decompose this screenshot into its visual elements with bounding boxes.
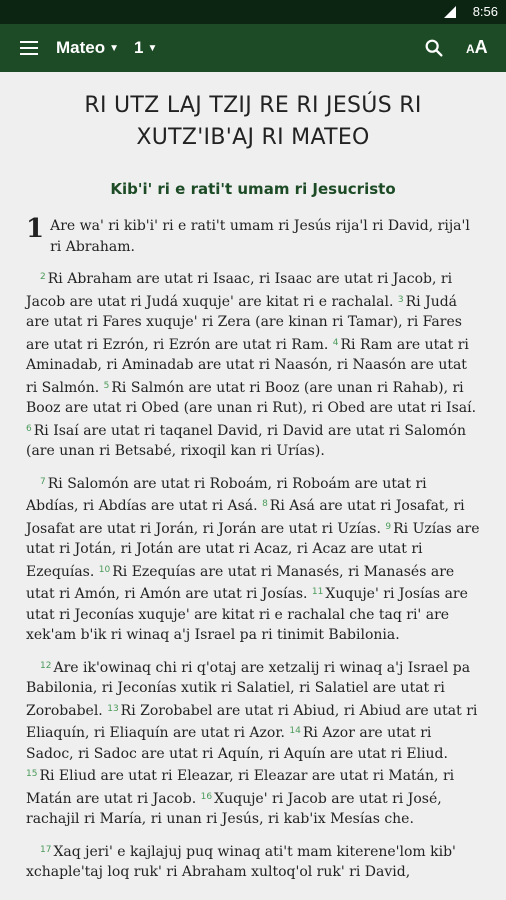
paragraph <box>26 267 480 462</box>
verse-text[interactable]: Are wa' ri kib'i' ri e rati't umam ri Jesús rija'l ri David, rija'l ri Abraham. <box>50 218 470 255</box>
verse-number: 10 <box>98 564 111 575</box>
verse-text[interactable]: Xaq jeri' e kajlajuj puq winaq ati't mam kiterene'lom kib' xchaple'taj loq ruk' ri Abraham xultoq'ol ruk' ri David, <box>26 843 456 880</box>
verse-text[interactable]: Ri Ram are utat ri Aminadab, ri Aminadab are utat ri Naasón, ri Naasón are utat ri Salmón. <box>26 336 469 396</box>
verse-text[interactable]: Xuquje' ri Josías are utat ri Jeconías xuquje' are kitat ri e rachalal che taq ri' are xek'am b'ik ri winaq a'j Israel pa ri tinimit Babilonia. <box>26 586 468 643</box>
chevron-down-icon: ▼ <box>147 43 158 54</box>
verse-text[interactable]: Ri Zorobabel are utat ri Abiud, ri Abiud are utat ri Eliaquín, ri Eliaquín are utat ri Azor. <box>26 702 478 741</box>
verse-text[interactable]: Ri Salomón are utat ri Roboám, ri Roboám are utat ri Abdías, ri Abdías are utat ri Asá. <box>26 475 427 514</box>
book-selector[interactable] <box>56 38 119 58</box>
paragraph <box>26 216 480 257</box>
signal-icon <box>444 6 456 18</box>
chapter-text <box>0 216 506 883</box>
verse-number: 14 <box>289 726 301 736</box>
chevron-down-icon: ▼ <box>109 43 120 54</box>
search-icon[interactable] <box>423 37 445 59</box>
verse-number: 12 <box>40 660 52 671</box>
chapter-selector[interactable] <box>134 38 157 58</box>
verse-text[interactable]: Are ik'owinaq chi ri q'otaj are xetzalij ri winaq a'j Israel pa Babilonia, ri Jeconías xutik ri Salatiel, ri Salatiel are utat ri Zorobabel. <box>26 659 471 719</box>
section-heading: Kib'i' ri e rati't umam ri Jesucristo <box>110 180 396 198</box>
verse-number: 7 <box>40 476 46 487</box>
verse-number: 13 <box>107 703 119 714</box>
book-label: Mateo <box>56 38 106 57</box>
paragraph <box>26 840 480 883</box>
verse-text[interactable]: Ri Eliud are utat ri Eleazar, ri Eleazar are utat ri Matán, ri Matán are utat ri Jacob. <box>26 768 455 807</box>
app-bar <box>0 24 506 72</box>
verse-text[interactable]: Ri Ezequías are utat ri Manasés, ri Manasés are utat ri Amón, ri Amón are utat ri Josías. <box>26 563 455 602</box>
verse-number: 2 <box>40 272 46 282</box>
verse-text[interactable]: Ri Azor are utat ri Sadoc, ri Sadoc are utat ri Aquín, ri Aquín are utat ri Eliud. <box>26 725 448 762</box>
verse-text[interactable]: Ri Isaí are utat ri taqanel David, ri David are utat ri Salomón (are unan ri Betsabé, rixoqil kan ri Urías). <box>26 422 466 459</box>
status-time: 8:56 <box>472 4 498 19</box>
verse-number: 5 <box>103 380 110 391</box>
text-size-icon[interactable]: AA <box>466 37 488 57</box>
menu-icon[interactable] <box>20 41 38 55</box>
verse-text[interactable]: Ri Uzías are utat ri Jotán, ri Jotán are utat ri Acaz, ri Acaz are utat ri Ezequías. <box>26 520 480 580</box>
verse-number: 6 <box>26 423 32 434</box>
verse-number: 9 <box>385 521 392 532</box>
paragraph <box>26 472 480 646</box>
verse-text[interactable]: Ri Abraham are utat ri Isaac, ri Isaac are utat ri Jacob, ri Jacob are utat ri Judá xuquje' are kitat ri e rachalal. <box>26 271 453 310</box>
verse-text[interactable]: Ri Judá are utat ri Fares xuquje' ri Zera (are kinan ri Tamar), ri Fares are utat ri Ezrón, ri Ezrón are utat ri Ram. <box>26 293 462 353</box>
verse-number: 8 <box>262 499 268 509</box>
verse-number: 17 <box>40 844 52 855</box>
verse-number: 3 <box>397 294 404 305</box>
verse-number: 11 <box>311 587 324 597</box>
verse-text[interactable]: Xuquje' ri Jacob are utat ri José, rachajil ri María, ri unan ri Jesús, ri kab'ix Mesías che. <box>26 790 442 827</box>
verse-number: 15 <box>26 769 38 779</box>
reading-pane[interactable] <box>0 72 506 900</box>
paragraph <box>26 656 480 830</box>
verse-text[interactable]: Ri Salmón are utat ri Booz (are unan ri Rahab), ri Booz are utat ri Obed (are unan ri Rut), ri Obed are utat ri Isaí. <box>26 379 477 416</box>
verse-text[interactable]: Ri Asá are utat ri Josafat, ri Josafat are utat ri Jorán, ri Jorán are utat ri Uzías. <box>26 498 465 537</box>
book-title: RI UTZ LAJ TZIJ RE RI JESÚS RI XUTZ'IB'AJ RI MATEO <box>84 93 422 150</box>
status-bar <box>0 0 506 24</box>
chapter-number: 1 <box>26 214 45 244</box>
chapter-label: 1 <box>134 38 144 57</box>
verse-number: 16 <box>200 791 213 802</box>
verse-number: 4 <box>332 337 339 348</box>
